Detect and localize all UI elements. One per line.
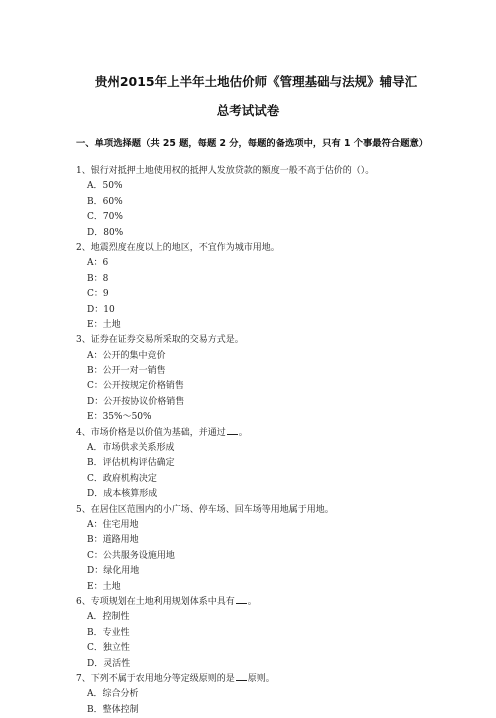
question-5-option-e: E：土地 (87, 581, 121, 592)
question-5-option-d: D：绿化用地 (87, 566, 140, 577)
question-6-text: 6、专项规划在土地利用规划体系中具有 (76, 596, 235, 607)
question-6-option-d: D．灵活性 (87, 658, 131, 669)
question-3-option-c: C：公开按规定价格销售 (87, 381, 184, 392)
question-7 (76, 672, 436, 687)
question-6-option-b: B．专业性 (87, 627, 130, 638)
question-3-option-e: E：35%～50% (87, 412, 152, 423)
question-6-text-end: 。 (247, 596, 257, 607)
question-list (76, 164, 436, 718)
question-3 (76, 333, 436, 348)
question-7-text: 7、下列不属于农用地分等定级原则的是 (76, 673, 235, 684)
question-5-text: 5、在居住区范围内的小广场、停车场、回车场等用地属于用地。 (76, 504, 334, 515)
question-1 (76, 164, 436, 179)
question-4-option-a: A．市场供求关系形成 (87, 443, 175, 454)
question-2-option-c: C：9 (87, 289, 109, 300)
question-4-option-c: C．政府机构决定 (87, 473, 157, 484)
question-4-text-end: 。 (238, 427, 248, 438)
question-1-text: 1、银行对抵押土地使用权的抵押人发放贷款的额度一般不高于估价的（）。 (76, 166, 375, 176)
question-6-option-c: C．独立性 (87, 643, 130, 654)
question-4 (76, 426, 436, 441)
question-1-option-d: D．80% (87, 227, 124, 238)
document-title-line-2: 总考试试卷 (216, 103, 280, 118)
question-5-option-c: C：公共服务设施用地 (87, 550, 175, 561)
question-7-option-b: B．整体控制 (87, 704, 139, 715)
question-4-option-d: D．成本核算形成 (87, 489, 158, 500)
answer-blank (236, 595, 247, 604)
question-5-option-b: B：道路用地 (87, 535, 139, 546)
question-4-text: 4、市场价格是以价值为基础，并通过 (76, 427, 226, 438)
question-5-option-a: A：住宅用地 (87, 519, 139, 530)
question-2-option-e: E：土地 (87, 319, 121, 330)
question-1-option-b: B．60% (87, 196, 123, 207)
question-3-text: 3、证券在证券交易所采取的交易方式是。 (76, 335, 244, 346)
document-title-line-1: 贵州2015年上半年土地估价师《管理基础与法规》辅导汇 (94, 74, 418, 89)
question-3-option-d: D：公开按协议价格销售 (87, 396, 185, 407)
question-5 (76, 503, 436, 518)
section-heading: 一、单项选择题（共 25 题，每题 2 分，每题的备选项中，只有 1 个事最符合题意） (76, 138, 429, 149)
question-2-option-b: B：8 (87, 273, 109, 284)
question-2-text: 2、地震烈度在度以上的地区，不宜作为城市用地。 (76, 242, 280, 253)
question-7-option-a: A．综合分析 (87, 689, 139, 700)
question-4-option-b: B．评估机构评估确定 (87, 458, 175, 469)
question-1-option-c: C．70% (87, 212, 123, 223)
answer-blank (236, 672, 247, 681)
question-7-text-end: 原则。 (247, 673, 275, 684)
question-1-option-a: A．50% (87, 181, 123, 192)
question-6-option-a: A．控制性 (87, 612, 130, 623)
question-3-option-b: B：公开一对一销售 (87, 366, 166, 377)
question-2-option-a: A：6 (87, 258, 109, 269)
answer-blank (227, 426, 238, 435)
question-2 (76, 241, 436, 256)
question-6 (76, 595, 436, 610)
question-3-option-a: A：公开的集中竞价 (87, 350, 166, 361)
question-2-option-d: D：10 (87, 304, 115, 315)
